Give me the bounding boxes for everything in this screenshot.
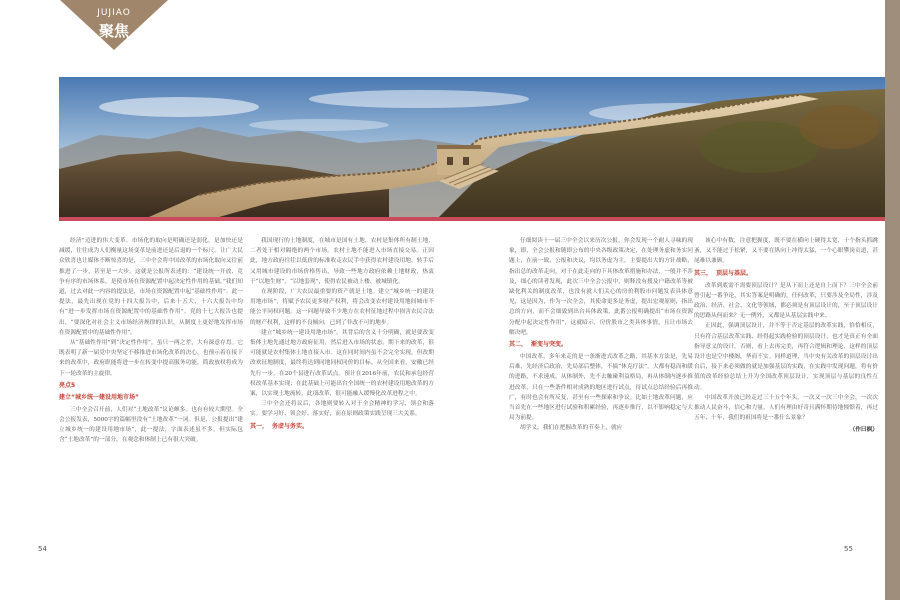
page-number-left: 54 (38, 545, 47, 553)
author-signature: （作曰枫） (849, 427, 878, 434)
paragraph: 我国现行的土地制度，在城市是国有土地，农村是集体所有制土地，二者处于相对隔绝的两个市场。农村土地不能进入市场直接交易。正因此，地方政府往往以低价的标准收走农民手中获得农村建设用地，转手后又用城市建设的市场价格售出，导致一些地方政府依赖土地财政，热衷于“以地生财”，“以地套现”，使得农民被动上楼、被城镇化。 (250, 238, 434, 285)
paragraph: 仔细阅读十一届三中全会以来历次公报，你会发现一个耐人寻味的现象，即，全会公报和随即公布的中央各级政策决定，在处理务虚和务实问题上，在前一致，公报和决议，均以务虚为主，主要提出大的方针战略，指出总的改革走向，对于在此走向的下具体改革措施和办法，一般并不涉及，细心的读者发现，此次三中全会公报中，则释没有援及户籍改革等被缺化利关的制度改革，也没有就人们关心的房价利股市问题发表具体意见，这是因为，作为一次全会，其使命更多是务虚，提出宏观原则，指出总的方向，而不会细致到出台具体政策，此番公报明确提出“市场在资源分配中起决定性作用”，这就暗示，房价股市之类具体事情，且让市场去解决吧。 (509, 238, 693, 336)
paragraph: 正因此，强调顶层设计，并不等于否定基层的改革实践，恰恰相反，只有符合基层改革实践、经得起实践检验的顶层设计，也才是真正有全面指导意义的设计。否则，看上去再完美，再符合逻辑和理论，这样的顶层设计也是空中楼阁，华而不实。同样道理，当中央有关改革的顶层设计出台后，接下来必须做的就是加强基层的实践，在实践中发现问题，将有价值的改革经验总结上升为全国改革顶层设计，实现顶层与基层的良性互动。 (694, 323, 878, 391)
subheading-number: 亮点5 (59, 381, 76, 389)
paragraph: 中国改革，多年来走的是一条渐进式改革之路，其基本方法是，先易后难，先经济后政治，先局部后整体，不搞“休克疗法”。大都有稳而和缓的进路，不求速成，从体制外，先不去触碰利益格局，再从体制内逐步推进改革，只在一些条件相对成熟的地区进行试点，待试点总结经验后再推广，有时也会有所反复，甚至有一些探索和争议。比如土地改革问题，应当首先在一些地区进行试验和积累经验，再逐步推行，以不影响稳定与大局为前提。 (509, 354, 693, 422)
text-column-2 (250, 236, 434, 536)
paragraph: 胡学义，我们在把握改革的节奏上，就应 (520, 425, 623, 432)
subheading-title: 顶层与基层。 (716, 269, 753, 277)
subheading-title: 建立“城乡统一建设用地市场” (59, 393, 139, 401)
subheading-part-2 (509, 339, 693, 351)
paragraph: 建立“城乡统一建设用地市场”，其背后的含义十分明确，就是要改变集体土地先通过地方政府征用，然后进入市场的状态。期下来的改革，很可能就是农村集体土地直接入市。这在同时间内虽不会完全实现，但改期改欢征地制度，最终将达到同地同权同价的目标。从全国来看，安徽已经先行一步，在20个县进行改革试点。预计在2016年前，农民和承包经营权改革基本实现；在此基础上可能出台全国统一的农村建设用地改革的方案，以实现土地流转，此项改革，很可能融入缓慢化改革进程之中。 (250, 329, 434, 398)
paragraph: 中国改革开放已经走过三十五个年头，一次又一次三中全会，一次次推动人民奋斗，信心和力量。人们有理由好奇且满怀期待地憧憬着，再过五年、十年，我们的祖国将是一番什么景象？ (694, 394, 878, 422)
paragraph: 在现阶段，广大农民最重要的资产就是土地。建立“城乡统一的建设用地市场”，将赋予农民更多财产权利，将会改变农村建设用地间城市不能公平同权问题。这一问题导致不少地方在农村征地过程中损害农民合法的财产权利，这样的不良倾向，已到了非改不可的地步。 (250, 289, 434, 326)
text-column-1 (59, 236, 243, 536)
section-tag-title: 聚焦 (98, 22, 129, 40)
subheading-part-3 (694, 268, 878, 280)
subheading-title: 务虚与务实。 (272, 422, 309, 430)
subheading-highlight-5 (59, 380, 243, 404)
paragraph: 经济”迈进的伟大变革。市场化的取向是明确还是弱化，是加快还是减缓，往往成为人们衡量这场变革是前进还是后退的一个标尺。让广大民众欣喜也让媒体不断惊喜的是，三中全会将中国改革的市场化取向又往前推进了一步，甚至是一大步。这就是公报所表述的：“建设统一开放、竞争有序的市场体系，是使市场在资源配置中起决定性作用的基础。”我们知道，过去对此一内容的提法是，市场在资源配置中起“基础性作用”。此一提法，最先出现在党的十四大报告中，后来十五大、十六大报告中均有“进一步发挥市场在资源配置中的基础性作用”。党的十七大报告也提出，“要深化对社会主义市场经济规律的认识，从制度上更好地发挥市场在资源配置中的基础性作用”。 (59, 238, 243, 336)
section-tag-latin: JUJIAO (97, 8, 131, 18)
paragraph: 三中全会还将议后，各地则要转入对于全会精神的学习、领会和落实。要学习好、领会好、落实好，而在原则政策实践呈现三大关系。 (250, 401, 434, 418)
paragraph: 从“基础性作用”到“决定性作用”，虽只一两之差，大有深意存焉。它既表明了新一届党中央坚定不移推进市场化改革的决心，也预示着在接下来的改革中，政府职能将进一步在转变中提高服务功能，简政放权将成为下一轮改革的主旋律。 (59, 340, 243, 377)
text-column-4 (694, 236, 878, 536)
subheading-number: 其三， (694, 269, 713, 277)
subheading-number: 其一， (250, 422, 269, 430)
subheading-part-1 (250, 421, 434, 433)
page-number-right: 55 (844, 545, 853, 553)
subheading-number: 其二， (509, 341, 528, 349)
page-edge-strip (885, 0, 900, 600)
paragraph: 改革到底需不需要顶层设计？是从下而上还是自上而下？三中全会前曾引起一番争论，其实答案是明确的，任何改革，只要涉及全局性，涉及政治、经济、社会、文化等领域，都必须是有顶层设计的，至于顶层设计的思路从何而来？无一例外，又都是从基层实践中来。 (694, 282, 878, 320)
hero-photo-great-wall (59, 77, 885, 217)
paragraph: 三中全会召开前，人们对“土地改革”议论颇多。也有有较大期望。全会公报发表，5000字的篇幅里没有“土地改革”一词。但是，公报提出“建立城乡统一的建设用地市场”，此一提法，字面表述虽不多，但实际包含“土地改革”的一部分，在观念和体制上已有很大突破。 (59, 406, 243, 444)
subheading-title: 渐变与突变。 (531, 341, 568, 349)
hero-underline-rule (59, 217, 885, 221)
text-column-3 (509, 236, 693, 536)
paragraph: 该心中有数，注意把握度，既不要在横向上硬得太宽，十个指头抓跳蚤，又不能过于松紧，又不要在纵向上冲得太猛，一个心眼攀岗贡道，甚尾难以兼顾。 (694, 238, 878, 265)
great-wall-illustration (59, 77, 885, 217)
